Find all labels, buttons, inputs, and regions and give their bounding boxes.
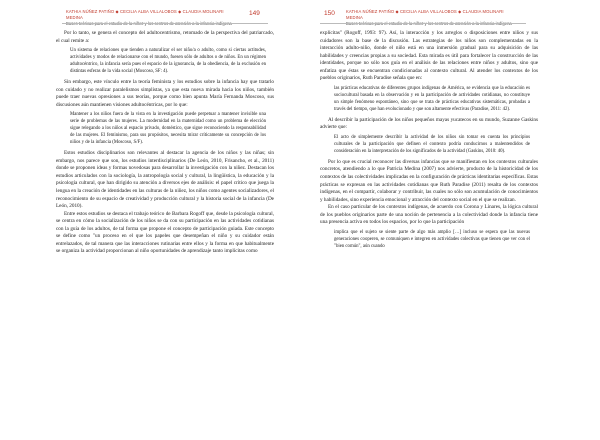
header-divider xyxy=(320,23,526,24)
header-divider xyxy=(62,23,268,24)
block-quote: Un sistema de relaciones que tienden a naturalizar el ser niño/a o adulto, como si ciertas actitudes, actividades y modos de relacionarse con el mundo, fuesen sólo de adultos o de niños. En un régimen adultocéntrico, la infancia sería pues el espacio de la ignorancia, de la obediencia, de la exclusión en distintas esferas de la vida social (Moscoso, SF: 4). xyxy=(70,48,266,75)
header-authors: KATHIA NÚÑEZ PATIÑO ◆ CECILIA ALBA VILLALOBOS ◆ CLAUDIA MOLINARI MEDINA xyxy=(66,9,224,21)
header-title: Bases teóricas para el estudio de la niñez y los centros de atención a la infancia indígena xyxy=(66,21,232,27)
paragraph: Por lo tanto, se genera el concepto del adultocentrismo, retomado de la perspectiva del patriarcado, el cual remite a: xyxy=(56,30,274,44)
right-page xyxy=(300,0,600,440)
header-authors: KATHIA NÚÑEZ PATIÑO ◆ CECILIA ALBA VILLALOBOS ◆ CLAUDIA MOLINARI MEDINA xyxy=(346,9,504,21)
paragraph: Entre estos estudios se destaca el trabajo teórico de Barbara Rogoff que, desde la psicología cultural, se centra en cómo la socialización de los niños se da con su participación en las actividades cotidianas con la guía de los adultos, de tal forma que propone el concepto de participación guiada. Este concepto se define como "un proceso en el que los papeles que desempeñan el niño y su cuidador están entrelazados, de tal manera que las interacciones rutinarias entre ellos y la forma en que habitualmente se organiza la actividad proporcionan al niño oportunidades de aprendizaje tanto implícitas como xyxy=(56,210,274,255)
paragraph: explícitas" (Rogoff, 1993: 97). Así, la interacción y los arreglos o disposiciones entre niños y sus cuidadores son la base de la discusión. Las estrategias de los niños son complementadas en la interacción adulto-niño, donde el niño está en una inmersión gradual para su adquisición de las habilidades y creencias propias a su sociedad. Esta mirada es útil para fortalecer la construcción de las identidades, porque no sólo nos guía en el análisis de las relaciones entre niños y adultos, sino que enfatiza que éstas se encuentran condicionadas al contexto cultural. Al atender los contextos de los pueblos originarios, Ruth Paradise señala que en: xyxy=(320,30,538,82)
running-header xyxy=(66,9,236,28)
page-number: 150 xyxy=(324,10,335,17)
paragraph: Estos estudios disciplinarios son relevantes al destacar la agencia de los niños y las niñas; sin embargo, nos parece que son, los estudios interdisciplinarios (De León, 2010, Frisancho, et al., 2011) donde se proponen ideas y formas novedosas para desarrollar la investigación con la niñez. Destacan los estudios articulados con la sociología, la antropología social y cultural, la lingüística, la educación y la psicología cultural, que han dirigido su atención a diversos ejes de análisis: el papel crítico que juega la lengua en la creación de identidades en las culturas de la niñez, los niños como agentes socializadores, el reconocimiento de su espacio de creatividad y producción cultural y la historia social de la infancia (De León, 2010). xyxy=(56,150,274,210)
body-text xyxy=(320,30,538,254)
paragraph: En el caso particular de los contextos indígenas, de acuerdo con Corona y Linares, la lógica cultural de los pueblos originarios parte de una noción de pertenencia a la colectividad donde la infancia tiene una presencia activa en todos los espacios, por lo que la participación xyxy=(320,204,538,226)
paragraph: Al describir la participación de los niños pequeños mayas yucatecos en su mundo, Suzanne Gaskins advierte que: xyxy=(320,116,538,131)
block-quote: las prácticas educativas de diferentes grupos indígenas de América, se evidencia que la educación es sociocultural basada en la observación y en la participación de actividades cotidianas, no constituye un simple fenómeno espontáneo, sino que se trata de prácticas educativas sistemáticas, probadas a través del tiempo, que han evolucionado y que son altamente efectivas (Paradise, 2011: 42). xyxy=(334,85,530,112)
page-number: 149 xyxy=(249,10,260,17)
block-quote: implica que el sujeto se siente parte de algo más amplio […] incluso se espera que las nuevas generaciones cooperen, se comuniquen e integren en actividades colectivas que tienen que ver con el "bien común", aún cuando xyxy=(334,229,530,249)
header-title: Bases teóricas para el estudio de la niñez y los centros de atención a la infancia indígena xyxy=(346,21,512,27)
body-text xyxy=(56,30,274,256)
running-header xyxy=(346,9,516,28)
paragraph: Sin embargo, este vínculo entre la teoría feminista y los estudios sobre la infancia hay que tratarlo con cuidado y no realizar paralelismos simplistas, ya que esta nueva mirada hacia los niños, también puede traer nuevas opresiones a sus teorías, porque como bien apunta María Fernanda Moscoso, sus discusiones aún mantienen visiones adultocéntricas, por lo que: xyxy=(56,79,274,108)
block-quote: El acto de simplemente describir la actividad de los niños sin tomar en cuenta los principios culturales de la participación que definen el contexto podría conducirnos a malentendidos de consideración en la interpretación de los significados de la actividad (Gaskins, 2010: 40). xyxy=(334,134,530,154)
paragraph: Por lo que es crucial reconocer las diversas infancias que se manifiestan en los contextos culturales concretos, atendiendo a lo que Patricia Medina (2007) nos advierte, producto de la historicidad de los contextos de las colectividades implicadas en la configuración de prácticas identitarias específicas. Estas prácticas se expresan en las actividades cotidianas que Ruth Paradise (2011) resalta de los contextos indígenas, en el compartir, colaborar y contribuir, las cuales no sólo son acumulación de conocimientos y habilidades, sino experiencia emocional y atracción del contexto social en el que se realizan. xyxy=(320,158,538,203)
block-quote: Mantener a los niños fuera de la vista en la investigación puede perpetuar a mantener invisible una serie de problemas de las mujeres. La modernidad en la maternidad como un problema de elección sigue relegando a los niños al espacio privado, doméstico, que sigue reconociendo la responsabilidad de las mujeres. El feminismo, para sus propósitos, necesita mirar críticamente su concepción de los niños y de la infancia (Moscoso, S/F). xyxy=(70,112,266,146)
